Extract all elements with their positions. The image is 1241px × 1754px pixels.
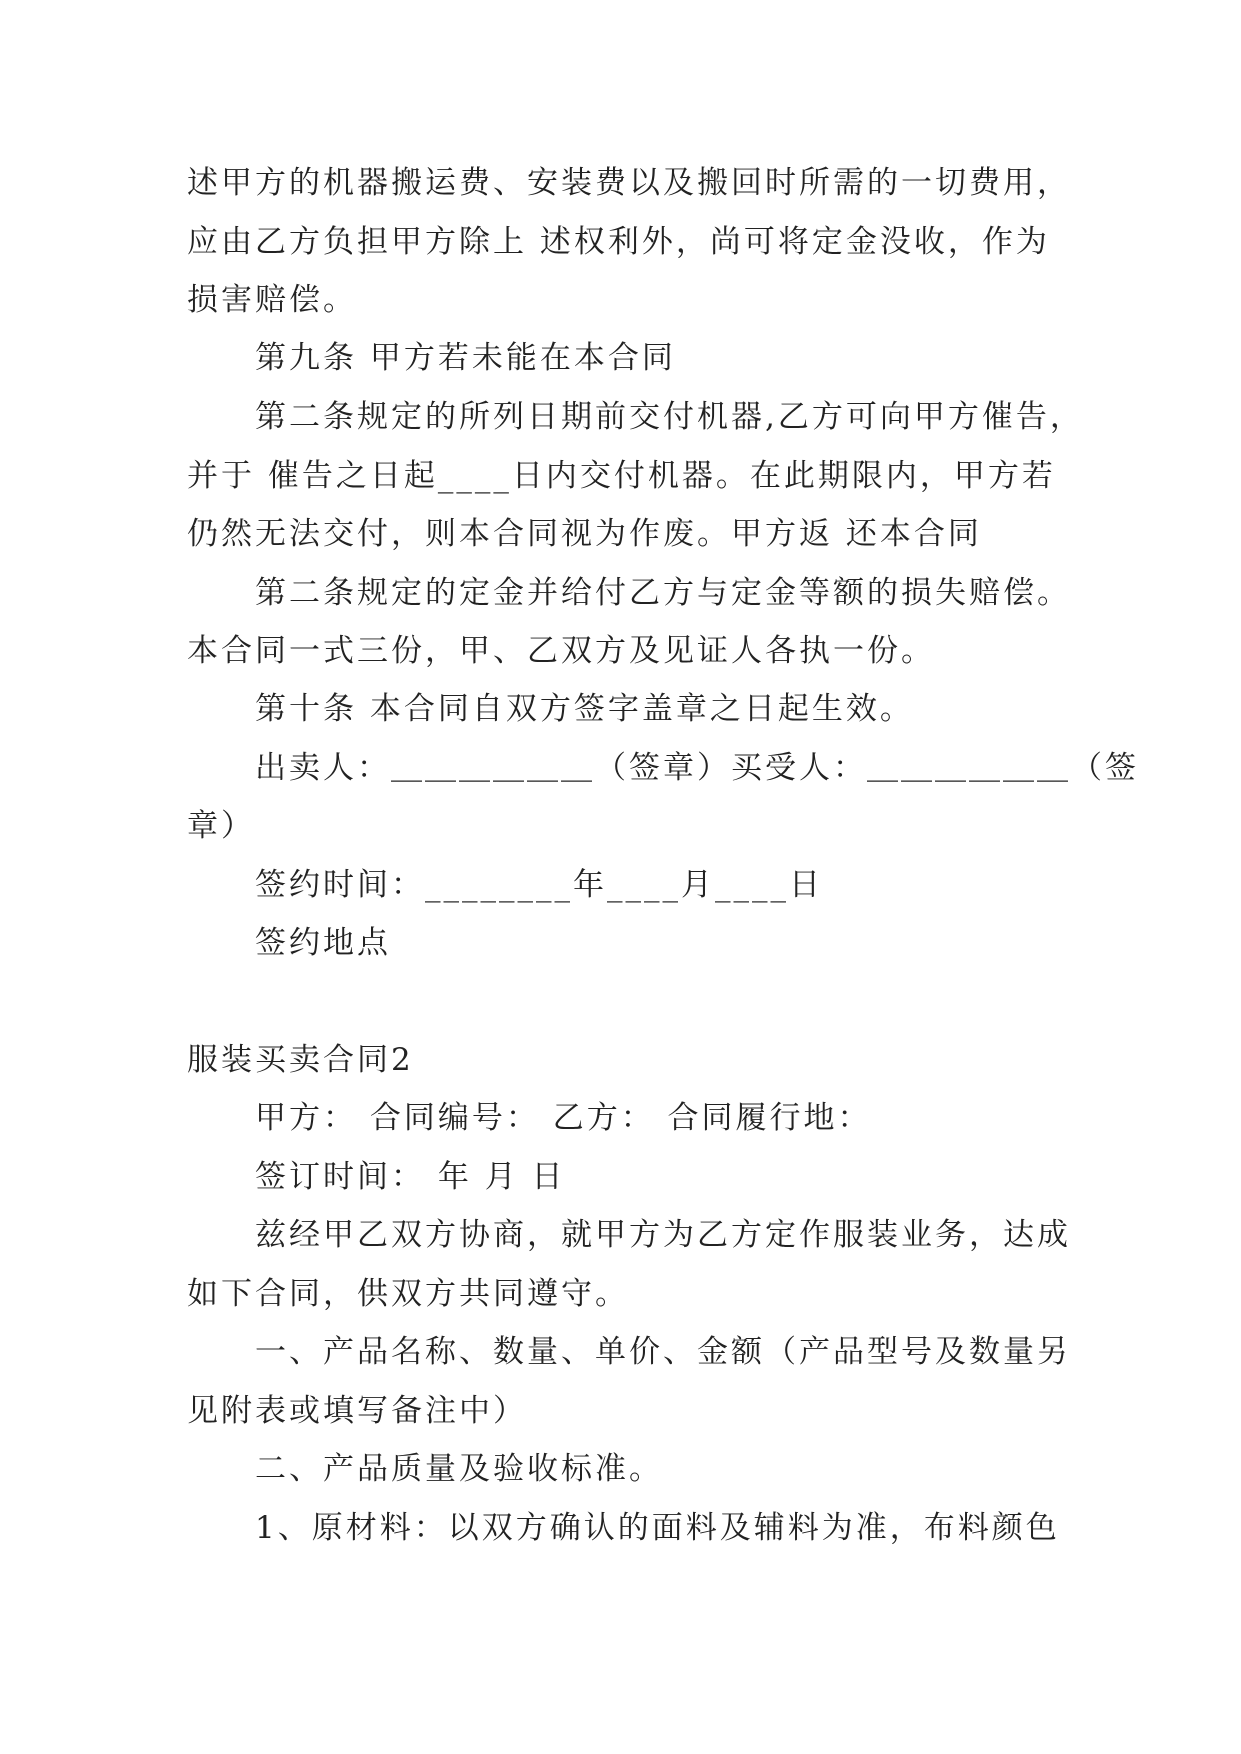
signature-line: 章） [187,808,255,844]
contract-date-field: 签订时间： 年 月 日 [255,1159,566,1195]
signing-place: 签约地点 [255,925,391,961]
section-heading: 一、产品名称、数量、单价、金额（产品型号及数量另 [255,1334,1071,1370]
article-heading: 第十条 本合同自双方签字盖章之日起生效。 [255,691,914,727]
paragraph-line: 并于 催告之日起____日内交付机器。在此期限内，甲方若 [187,458,1056,494]
paragraph-line: 述甲方的机器搬运费、安装费以及搬回时所需的一切费用， [187,165,1071,201]
paragraph-line: 1、原材料：以双方确认的面料及辅料为准，布料颜色 [255,1510,1060,1546]
paragraph-line: 如下合同，供双方共同遵守。 [187,1276,629,1312]
document-title: 服装买卖合同2 [187,1042,414,1078]
paragraph-line: 损害赔偿。 [187,282,357,318]
signing-date: 签约时间：________年____月____日 [255,867,823,903]
paragraph-line: 兹经甲乙双方协商，就甲方为乙方定作服装业务，达成 [255,1217,1071,1253]
paragraph-line: 第二条规定的定金并给付乙方与定金等额的损失赔偿。 [255,575,1071,611]
paragraph-line: 本合同一式三份，甲、乙双方及见证人各执一份。 [187,633,935,669]
paragraph-line: 应由乙方负担甲方除上 述权利外，尚可将定金没收，作为 [187,224,1050,260]
paragraph-line: 第二条规定的所列日期前交付机器,乙方可向甲方催告， [255,399,1084,435]
paragraph-line: 见附表或填写备注中） [187,1393,527,1429]
paragraph-line: 仍然无法交付，则本合同视为作废。甲方返 还本合同 [187,516,982,552]
section-heading: 二、产品质量及验收标准。 [255,1451,663,1487]
contract-header-fields: 甲方： 合同编号： 乙方： 合同履行地： [255,1100,872,1136]
article-heading: 第九条 甲方若未能在本合同 [255,340,676,376]
signature-line: 出卖人：＿＿＿＿＿＿（签章）买受人：＿＿＿＿＿＿（签 [255,750,1139,786]
